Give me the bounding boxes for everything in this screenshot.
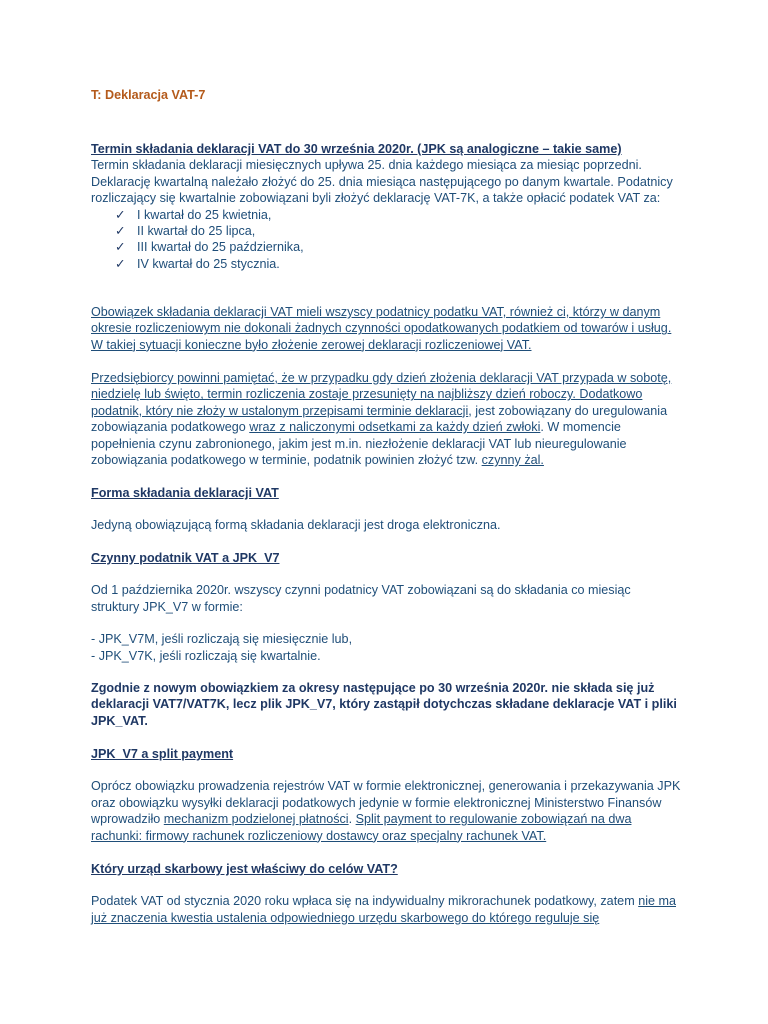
paragraph: Jedyną obowiązującą formą składania deklaracji jest droga elektroniczna. [91,518,501,533]
list-line: - JPK_V7M, jeśli rozliczają się miesięcznie lub, [91,632,353,647]
checkmark-icon: ✓ [115,240,126,255]
link-interest[interactable]: wraz z naliczonymi odsetkami za każdy dzień zwłoki [249,420,541,435]
paragraph: Podatek VAT od stycznia 2020 roku wpłaca się na indywidualny mikrorachunek podatkowy, zatem nie ma już znaczenia kwestia ustalenia odpowiedniego urzędu skarbowego do którego reguluje się [91,894,676,925]
quarter-list [91,207,681,273]
paragraph: Od 1 października 2020r. wszyscy czynni podatnicy VAT zobowiązani są do składania co miesiąc struktury JPK_V7 w formie: [91,583,631,614]
section-heading: Forma składania deklaracji VAT [91,486,279,500]
link-split-payment[interactable]: Split payment to regulowanie zobowiązań na dwa rachunki: firmowy rachunek rozliczeniowy dostawcy oraz specjalny rachunek VAT. [91,812,632,843]
link-text[interactable]: Przedsiębiorcy powinni pamiętać, że w przypadku gdy dzień złożenia deklaracji VAT przypada w sobotę, niedzielę lub święto, termin rozliczenia zostaje przesunięty na najbliższy dzień roboczy. Dodatkowo podatnik, który nie złoży w ustalonym przepisami terminie deklaracji [91,371,672,418]
document-title: T: Deklaracja VAT-7 [91,88,206,102]
section-split-payment [91,746,681,844]
section-deadline [91,141,681,272]
paragraph-deadline-shift: Przedsiębiorcy powinni pamiętać, że w przypadku gdy dzień złożenia deklaracji VAT przypada w sobotę, niedzielę lub święto, termin rozliczenia zostaje przesunięty na najbliższy dzień roboczy. Dodatkowo podatnik, który nie złoży w ustalonym przepisami terminie deklaracji, jest zobowiązany do uregulowania zobowiązania podatkowego wraz z naliczonymi odsetkami za każdy dzień zwłoki. W momencie popełnienia czynu zabronionego, jakim jest m.in. niezłożenie deklaracji VAT lub nieuregulowanie zobowiązania podatkowego w terminie, podatnik powinien złożyć tzw. czynny żal. [91,371,672,468]
section-tax-office [91,861,681,926]
checkmark-icon: ✓ [115,256,126,271]
section-heading: Czynny podatnik VAT a JPK_V7 [91,551,280,565]
list-line: - JPK_V7K, jeśli rozliczają się kwartalnie. [91,648,321,663]
paragraph: Oprócz obowiązku prowadzenia rejestrów VAT w formie elektronicznej, generowania i przekazywania JPK oraz obowiązku wysyłki deklaracji podatkowych jedynie w formie elektronicznej Ministerstwo Finansów wprowadziło mechanizm podzielonej płatności. Split payment to regulowanie zobowiązań na dwa rachunki: firmowy rachunek rozliczeniowy dostawcy oraz specjalny rachunek VAT. [91,779,681,843]
list-item: ✓ IV kwartał do 25 stycznia. [115,256,280,271]
checkmark-icon: ✓ [115,207,126,222]
list-item: ✓ II kwartał do 25 lipca, [115,224,256,239]
section-heading: JPK_V7 a split payment [91,747,234,761]
section-heading: Termin składania deklaracji VAT do 30 września 2020r. (JPK są analogiczne – takie same) [91,142,622,156]
bold-paragraph: Zgodnie z nowym obowiązkiem za okresy następujące po 30 września 2020r. nie składa się już deklaracji VAT7/VAT7K, lecz plik JPK_V7, który zastąpił dotychczas składane deklaracje VAT i pliki JPK_VAT. [91,681,677,728]
section-jpk-v7 [91,550,681,729]
section-heading: Który urząd skarbowy jest właściwy do celów VAT? [91,862,398,876]
list-item: ✓ I kwartał do 25 kwietnia, [115,207,272,222]
section-form [91,485,681,534]
paragraph: Termin składania deklaracji miesięcznych upływa 25. dnia każdego miesiąca za miesiąc poprzedni. Deklarację kwartalną należało złożyć do 25. dnia miesiąca następującego po danym kwartale. Podatnicy rozliczający się kwartalnie zobowiązani byli złożyć deklarację VAT-7K, a także opłacić podatek VAT za: [91,158,673,206]
link-split-mechanism[interactable]: mechanizm podzielonej płatności [163,812,349,827]
checkmark-icon: ✓ [115,224,126,239]
list-item: ✓ III kwartał do 25 października, [115,240,304,255]
link-czynny-zal[interactable]: czynny żal. [481,453,544,468]
link-tax-office[interactable]: nie ma już znaczenia kwestia ustalenia odpowiedniego urzędu skarbowego do którego reguluje się [91,894,676,925]
paragraph-obligation[interactable]: Obowiązek składania deklaracji VAT mieli wszyscy podatnicy podatku VAT, również ci, którzy w danym okresie rozliczeniowym nie dokonali żadnych czynności opodatkowanych podatkiem od towarów i usług. W takiej sytuacji konieczne było złożenie zerowej deklaracji rozliczeniowej VAT. [91,305,672,352]
